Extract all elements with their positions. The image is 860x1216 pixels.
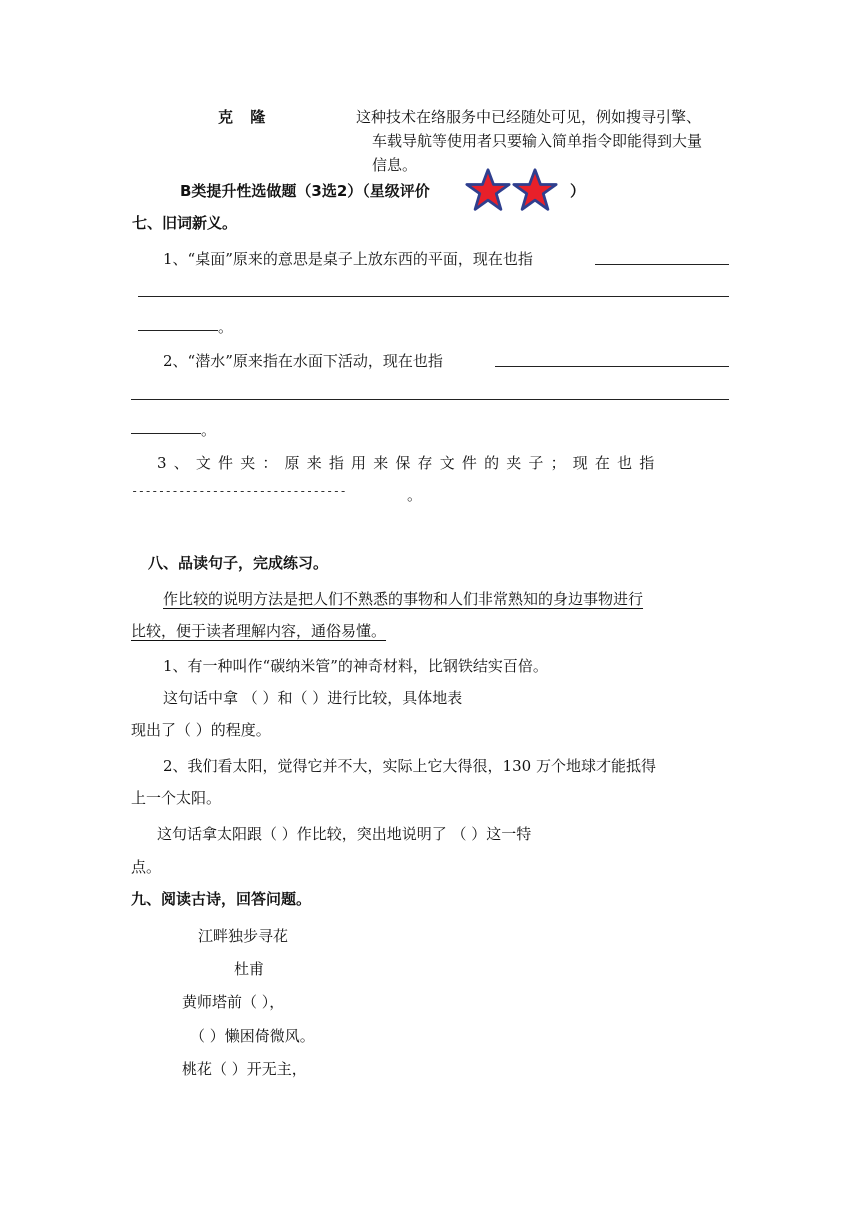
term-desc-line1: 这种技术在络服务中已经随处可见，例如搜寻引擎、 bbox=[356, 108, 702, 126]
question-7-3: 3 、 文 件 夹 ： 原 来 指 用 来 保 存 文 件 的 夹 子 ； 现 在 也 指 bbox=[157, 454, 656, 472]
answer-blank[interactable] bbox=[131, 399, 729, 400]
section-8-heading: 八、品读句子，完成练习。 bbox=[148, 554, 329, 572]
poem-line-3: 桃花（ ）开无主， bbox=[182, 1060, 307, 1078]
answer-blank[interactable] bbox=[595, 264, 729, 265]
question-8-1-fill-line1: 这句话中拿 （ ）和（ ）进行比较，具体地表 bbox=[163, 689, 463, 707]
question-8-2-fill-line1: 这句话拿太阳跟（ ）作比较，突出地说明了 （ ）这一特 bbox=[157, 825, 532, 843]
question-7-2-end: 。 bbox=[201, 421, 217, 439]
question-8-2-fill-line2: 点。 bbox=[131, 858, 162, 876]
quote-line-2: 比较，便于读者理解内容，通俗易懂。 bbox=[131, 622, 387, 640]
answer-blank[interactable] bbox=[131, 433, 201, 434]
term-desc-line3: 信息。 bbox=[372, 156, 418, 174]
section-7-heading: 七、旧词新义。 bbox=[132, 214, 238, 232]
quote-line-1: 作比较的说明方法是把人们不熟悉的事物和人们非常熟知的身边事物进行 bbox=[163, 590, 644, 608]
question-8-1-fill-line2: 现出了（ ）的程度。 bbox=[131, 721, 271, 739]
question-7-1-end: 。 bbox=[218, 318, 234, 336]
question-7-3-end: 。 bbox=[407, 486, 423, 504]
poem-line-1: 黄师塔前（ ）， bbox=[182, 993, 285, 1011]
poem-author: 杜甫 bbox=[234, 960, 265, 978]
question-8-2-line2: 上一个太阳。 bbox=[131, 789, 222, 807]
term-clone: 克 隆 bbox=[218, 108, 272, 126]
section-b-close: ） bbox=[570, 182, 586, 200]
poem-line-2: （ ）懒困倚微风。 bbox=[190, 1027, 315, 1045]
term-desc-line2: 车载导航等使用者只要输入简单指令即能得到大量 bbox=[372, 132, 703, 150]
answer-blank[interactable] bbox=[495, 366, 729, 367]
section-9-heading: 九、阅读古诗，回答问题。 bbox=[131, 890, 312, 908]
question-7-3-dashes: -------------------------------- bbox=[131, 484, 347, 498]
question-8-2-line1: 2、我们看太阳，觉得它并不大，实际上它大得很，130 万个地球才能抵得 bbox=[163, 757, 656, 775]
section-b-title: B类提升性选做题（3选2）（星级评价 bbox=[180, 182, 430, 200]
rating-star-icon bbox=[465, 167, 511, 213]
question-8-1: 1、有一种叫作“碳纳米管”的神奇材料，比钢铁结实百倍。 bbox=[163, 657, 548, 675]
poem-title: 江畔独步寻花 bbox=[198, 927, 289, 945]
question-7-2: 2、“潜水”原来指在水面下活动，现在也指 bbox=[163, 352, 443, 370]
answer-blank[interactable] bbox=[138, 296, 729, 297]
rating-star-icon bbox=[512, 167, 558, 213]
question-7-1: 1、“桌面”原来的意思是桌子上放东西的平面，现在也指 bbox=[163, 250, 533, 268]
answer-blank[interactable] bbox=[138, 330, 218, 331]
